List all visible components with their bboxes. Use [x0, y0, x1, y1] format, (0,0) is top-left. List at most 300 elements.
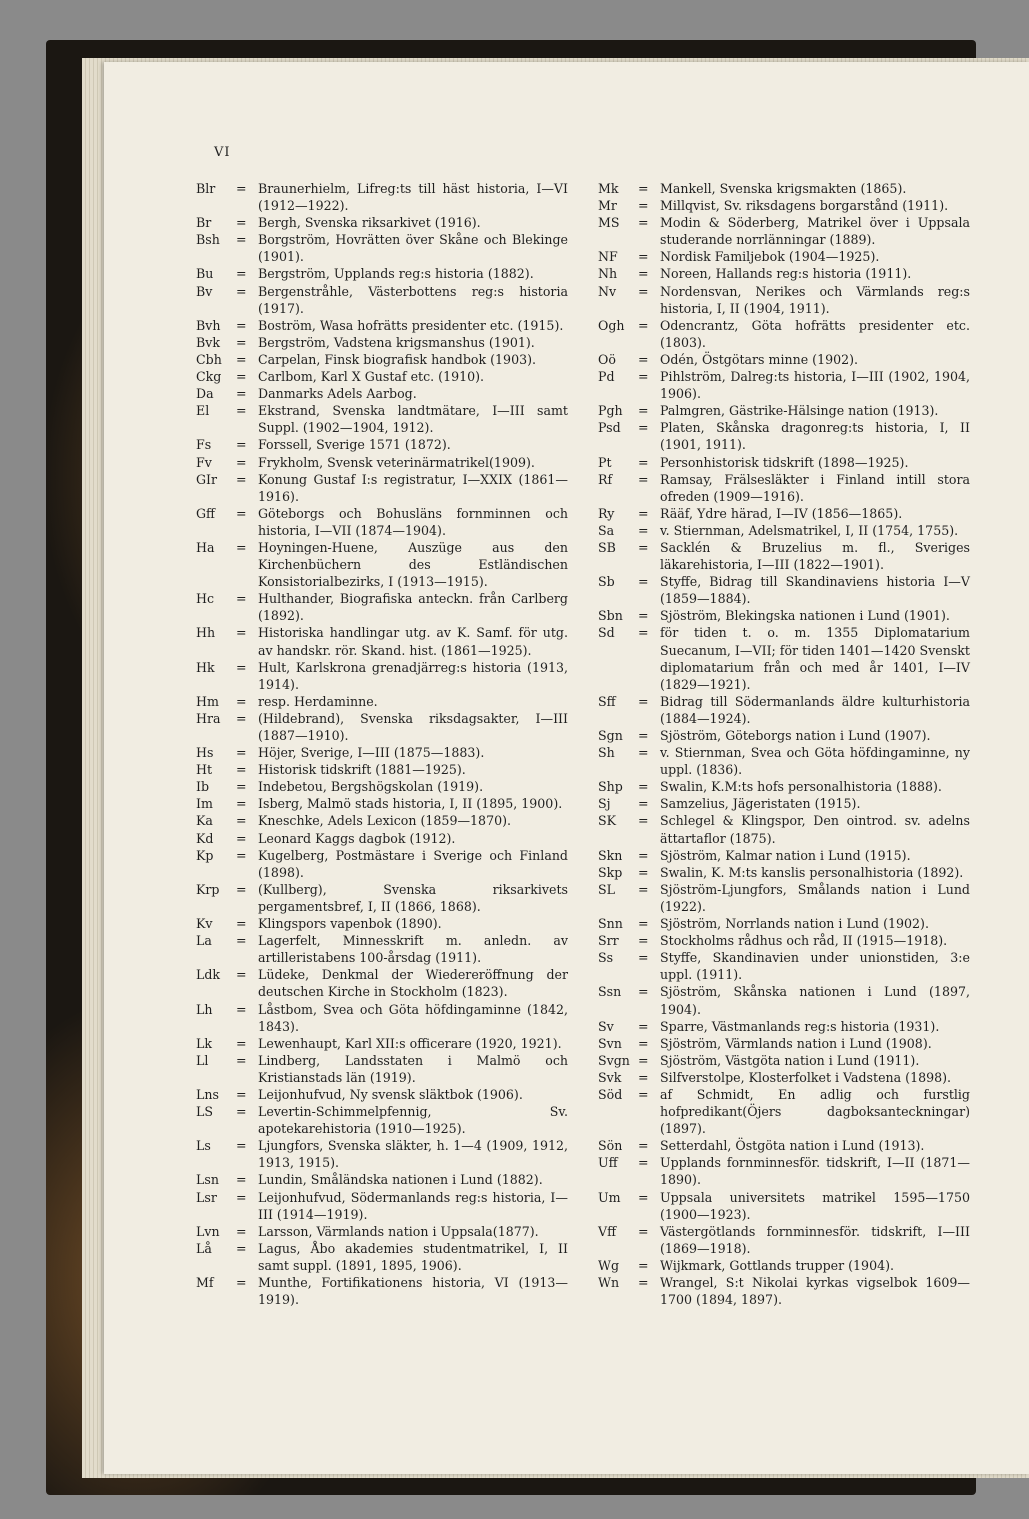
entry-reference: Bergenstråhle, Västerbottens reg:s historia (1917).	[258, 283, 568, 316]
entry-reference: Lagerfelt, Minnesskrift m. anledn. av artilleristabens 100-årsdag (1911).	[258, 933, 568, 966]
abbreviation-entry	[598, 778, 970, 795]
abbreviation-entry	[196, 659, 568, 693]
entry-reference: Isberg, Malmö stads historia, I, II (1895, 1900).	[258, 796, 563, 812]
entry-abbreviation: Ht	[196, 762, 213, 778]
entry-abbreviation: Sd	[598, 625, 615, 641]
entry-abbreviation: Kd	[196, 830, 214, 846]
entry-abbreviation: Svk	[598, 1069, 622, 1085]
equals-sign: =	[236, 386, 247, 402]
entry-reference: Carpelan, Finsk biografisk handbok (1903).	[258, 351, 537, 367]
entry-reference: Borgström, Hovrätten över Skåne och Blekinge (1901).	[258, 232, 568, 265]
equals-sign: =	[236, 1275, 247, 1290]
equals-sign: =	[236, 334, 247, 350]
abbreviation-entry	[196, 744, 568, 761]
abbreviation-entry	[598, 727, 970, 744]
entry-abbreviation: Wn	[598, 1275, 620, 1290]
entry-abbreviation: SK	[598, 813, 617, 829]
equals-sign: =	[638, 625, 649, 641]
equals-sign: =	[638, 420, 649, 436]
entry-reference: Rääf, Ydre härad, I—IV (1856—1865).	[660, 505, 903, 521]
entry-reference: (Kullberg), Svenska riksarkivets pergamentsbref, I, II (1866, 1868).	[258, 881, 568, 914]
equals-sign: =	[638, 864, 649, 880]
entry-abbreviation: Sa	[598, 522, 615, 538]
abbreviation-entry	[196, 214, 568, 231]
abbreviation-entry	[196, 693, 568, 710]
abbreviation-entry	[598, 265, 970, 282]
abbreviation-list-right	[598, 180, 970, 1308]
abbreviation-entry	[196, 1052, 568, 1086]
entry-reference: Indebetou, Bergshögskolan (1919).	[258, 779, 484, 795]
equals-sign: =	[638, 198, 649, 214]
equals-sign: =	[638, 933, 649, 949]
entry-abbreviation: Sj	[598, 796, 611, 812]
entry-abbreviation: Bv	[196, 283, 213, 299]
entry-abbreviation: Lk	[196, 1035, 212, 1051]
equals-sign: =	[236, 881, 247, 897]
equals-sign: =	[236, 351, 247, 367]
entry-abbreviation: Hc	[196, 591, 215, 607]
abbreviation-entry	[598, 607, 970, 624]
entry-reference: Bidrag till Södermanlands äldre kulturhistoria (1884—1924).	[660, 693, 970, 726]
entry-reference: Hult, Karlskrona grenadjärreg:s historia (1913, 1914).	[258, 659, 568, 692]
entry-abbreviation: Pgh	[598, 403, 623, 419]
entry-reference: Lindberg, Landsstaten i Malmö och Kristianstads län (1919).	[258, 1052, 568, 1085]
equals-sign: =	[638, 796, 649, 812]
abbreviation-entry	[598, 573, 970, 607]
entry-abbreviation: Hs	[196, 745, 214, 761]
entry-reference: Swalin, K. M:ts kanslis personalhistoria (1892).	[660, 864, 964, 880]
entry-abbreviation: Sgn	[598, 728, 623, 743]
abbreviation-entry	[196, 265, 568, 282]
abbreviation-entry	[196, 932, 568, 966]
abbreviation-entry	[598, 214, 970, 248]
entry-abbreviation: Bvh	[196, 317, 221, 333]
abbreviation-entry	[598, 1052, 970, 1069]
entry-abbreviation: Snn	[598, 916, 623, 932]
abbreviation-entry	[598, 283, 970, 317]
abbreviation-entry	[196, 761, 568, 778]
equals-sign: =	[638, 1223, 649, 1239]
equals-sign: =	[638, 574, 649, 590]
entry-abbreviation: GIr	[196, 471, 218, 487]
abbreviation-entry	[598, 812, 970, 846]
entry-abbreviation: Mk	[598, 181, 619, 196]
entry-abbreviation: Ry	[598, 505, 615, 521]
entry-reference: Samzelius, Jägeristaten (1915).	[660, 796, 861, 812]
entry-abbreviation: NF	[598, 249, 618, 265]
entry-abbreviation: MS	[598, 215, 620, 231]
entry-abbreviation: Svgn	[598, 1052, 630, 1068]
entry-reference: Bergh, Svenska riksarkivet (1916).	[258, 215, 481, 231]
entry-reference: Sjöström, Värmlands nation i Lund (1908).	[660, 1035, 932, 1051]
entry-abbreviation: Hk	[196, 659, 215, 675]
entry-reference: Kneschke, Adels Lexicon (1859—1870).	[258, 813, 512, 829]
equals-sign: =	[236, 1086, 247, 1102]
equals-sign: =	[236, 916, 247, 932]
entry-abbreviation: Shp	[598, 779, 623, 795]
equals-sign: =	[236, 933, 247, 949]
entry-abbreviation: Ha	[196, 539, 215, 555]
abbreviation-entry	[196, 915, 568, 932]
entry-reference: Styffe, Bidrag till Skandinaviens historia I—V (1859—1884).	[660, 574, 970, 607]
abbreviation-entry	[196, 1189, 568, 1223]
entry-reference: Ramsay, Frälsesläkter i Finland intill stora ofreden (1909—1916).	[660, 471, 970, 504]
abbreviation-entry	[598, 1035, 970, 1052]
abbreviation-entry	[196, 847, 568, 881]
entry-abbreviation: Uff	[598, 1155, 618, 1171]
equals-sign: =	[638, 1086, 649, 1102]
abbreviation-entry	[196, 283, 568, 317]
equals-sign: =	[236, 437, 247, 453]
abbreviation-entry	[196, 624, 568, 658]
entry-abbreviation: Pd	[598, 369, 615, 385]
equals-sign: =	[638, 505, 649, 521]
equals-sign: =	[638, 283, 649, 299]
entry-abbreviation: Mr	[598, 198, 617, 214]
equals-sign: =	[236, 625, 247, 641]
entry-reference: Låstbom, Svea och Göta höfdingaminne (1842, 1843).	[258, 1001, 568, 1034]
abbreviation-entry	[598, 180, 970, 197]
abbreviation-entry	[196, 368, 568, 385]
entry-reference: Västergötlands fornminnesför. tidskrift, I—III (1869—1918).	[660, 1223, 970, 1256]
abbreviation-entry	[196, 1240, 568, 1274]
abbreviation-entry	[598, 1154, 970, 1188]
equals-sign: =	[638, 881, 649, 897]
entry-reference: Sjöström, Kalmar nation i Lund (1915).	[660, 847, 911, 863]
entry-reference: Palmgren, Gästrike-Hälsinge nation (1913).	[660, 403, 939, 419]
entry-reference: resp. Herdaminne.	[258, 693, 378, 709]
entry-abbreviation: Lsr	[196, 1189, 217, 1205]
entry-abbreviation: Mf	[196, 1275, 214, 1290]
entry-abbreviation: Ls	[196, 1138, 211, 1154]
page-number: VI	[214, 145, 231, 160]
abbreviation-entry	[598, 197, 970, 214]
equals-sign: =	[638, 471, 649, 487]
entry-reference: Odencrantz, Göta hofrätts presidenter etc. (1803).	[660, 317, 970, 350]
entry-abbreviation: Sh	[598, 745, 615, 761]
abbreviation-entry	[598, 915, 970, 932]
equals-sign: =	[236, 454, 247, 470]
equals-sign: =	[236, 745, 247, 761]
equals-sign: =	[638, 608, 649, 624]
entry-abbreviation: Cbh	[196, 351, 222, 367]
entry-abbreviation: Lh	[196, 1001, 213, 1017]
entry-abbreviation: Im	[196, 796, 213, 812]
abbreviation-entry	[196, 317, 568, 334]
abbreviation-entry	[598, 881, 970, 915]
entry-abbreviation: Nv	[598, 283, 617, 299]
entry-reference: Sjöström, Skånska nationen i Lund (1897, 1904).	[660, 984, 970, 1017]
equals-sign: =	[236, 796, 247, 812]
equals-sign: =	[236, 591, 247, 607]
abbreviation-entry	[196, 1137, 568, 1171]
equals-sign: =	[236, 1104, 247, 1120]
entry-reference: Modin & Söderberg, Matrikel över i Uppsala studerande norrlänningar (1889).	[660, 215, 970, 248]
entry-abbreviation: Da	[196, 386, 214, 402]
entry-reference: Lundin, Småländska nationen i Lund (1882).	[258, 1172, 543, 1188]
abbreviation-entry	[196, 180, 568, 214]
entry-reference: Sjöström-Ljungfors, Smålands nation i Lund (1922).	[660, 881, 970, 914]
entry-reference: Sparre, Västmanlands reg:s historia (1931).	[660, 1018, 940, 1034]
equals-sign: =	[638, 847, 649, 863]
abbreviation-entry	[196, 795, 568, 812]
entry-reference: v. Stiernman, Adelsmatrikel, I, II (1754, 1755).	[660, 522, 959, 538]
equals-sign: =	[638, 403, 649, 419]
abbreviation-entry	[598, 317, 970, 351]
equals-sign: =	[236, 1035, 247, 1051]
equals-sign: =	[236, 181, 247, 196]
equals-sign: =	[236, 1172, 247, 1188]
entry-abbreviation: Vff	[598, 1223, 617, 1239]
entry-reference: Mankell, Svenska krigsmakten (1865).	[660, 181, 907, 196]
equals-sign: =	[236, 1001, 247, 1017]
entry-reference: Hulthander, Biografiska anteckn. från Carlberg (1892).	[258, 591, 568, 624]
abbreviation-entry	[598, 847, 970, 864]
entry-reference: Sjöström, Göteborgs nation i Lund (1907).	[660, 728, 931, 743]
equals-sign: =	[638, 522, 649, 538]
equals-sign: =	[236, 403, 247, 419]
entry-abbreviation: Ssn	[598, 984, 622, 1000]
abbreviation-entry	[598, 454, 970, 471]
entry-reference: Upplands fornminnesför. tidskrift, I—II (1871—1890).	[660, 1155, 970, 1188]
equals-sign: =	[236, 710, 247, 726]
equals-sign: =	[638, 779, 649, 795]
entry-reference: Pihlström, Dalreg:ts historia, I—III (1902, 1904, 1906).	[660, 369, 970, 402]
abbreviation-entry	[196, 1103, 568, 1137]
entry-abbreviation: Lvn	[196, 1223, 220, 1239]
equals-sign: =	[638, 1018, 649, 1034]
entry-abbreviation: Hh	[196, 625, 216, 641]
abbreviation-entry	[598, 419, 970, 453]
abbreviation-entry	[598, 693, 970, 727]
equals-sign: =	[236, 847, 247, 863]
abbreviation-entry	[598, 1137, 970, 1154]
abbreviation-list-left	[196, 180, 568, 1308]
abbreviation-entry	[598, 1274, 970, 1308]
abbreviation-entry	[598, 983, 970, 1017]
equals-sign: =	[638, 181, 649, 196]
entry-abbreviation: Ckg	[196, 369, 222, 385]
abbreviation-entry	[598, 1018, 970, 1035]
abbreviation-entry	[598, 949, 970, 983]
abbreviation-entry	[196, 1171, 568, 1188]
equals-sign: =	[638, 693, 649, 709]
entry-abbreviation: Um	[598, 1189, 621, 1205]
abbreviation-entry	[196, 505, 568, 539]
equals-sign: =	[236, 505, 247, 521]
equals-sign: =	[236, 266, 247, 282]
entry-reference: Munthe, Fortifikationens historia, VI (1913—1919).	[258, 1275, 568, 1308]
equals-sign: =	[236, 215, 247, 231]
entry-reference: Ekstrand, Svenska landtmätare, I—III samt Suppl. (1902—1904, 1912).	[258, 403, 568, 436]
equals-sign: =	[236, 1223, 247, 1239]
entry-reference: Wijkmark, Gottlands trupper (1904).	[660, 1257, 895, 1273]
equals-sign: =	[236, 1052, 247, 1068]
entry-reference: Odén, Östgötars minne (1902).	[660, 351, 859, 367]
entry-reference: af Schmidt, En adlig och furstlig hofpredikant(Öjers dagboksanteckningar) (1897).	[660, 1086, 970, 1137]
entry-abbreviation: Söd	[598, 1086, 623, 1102]
abbreviation-entry	[196, 334, 568, 351]
entry-reference: Silfverstolpe, Klosterfolket i Vadstena (1898).	[660, 1069, 952, 1085]
entry-reference: Larsson, Värmlands nation i Uppsala(1877).	[258, 1223, 539, 1239]
entry-reference: Frykholm, Svensk veterinärmatrikel(1909).	[258, 454, 535, 470]
entry-reference: Hoyningen-Huene, Auszüge aus den Kirchenbüchern des Estländischen Konsistorialbezirks, I (1913—1915).	[258, 539, 568, 590]
abbreviation-entry	[598, 1223, 970, 1257]
equals-sign: =	[236, 1138, 247, 1154]
equals-sign: =	[236, 1189, 247, 1205]
abbreviation-entry	[196, 539, 568, 590]
equals-sign: =	[638, 1189, 649, 1205]
entry-reference: Göteborgs och Bohusläns fornminnen och historia, I—VII (1874—1904).	[258, 505, 568, 538]
abbreviation-entry	[598, 522, 970, 539]
abbreviation-entry	[598, 864, 970, 881]
abbreviation-entry	[196, 454, 568, 471]
entry-reference: Schlegel & Klingspor, Den ointrod. sv. adelns ättartaflor (1875).	[660, 813, 970, 846]
entry-abbreviation: Fv	[196, 454, 212, 470]
abbreviation-entry	[196, 471, 568, 505]
entry-reference: Ljungfors, Svenska släkter, h. 1—4 (1909, 1912, 1913, 1915).	[258, 1138, 568, 1171]
equals-sign: =	[638, 745, 649, 761]
entry-reference: Boström, Wasa hofrätts presidenter etc. (1915).	[258, 317, 564, 333]
abbreviation-entry	[598, 1257, 970, 1274]
equals-sign: =	[236, 369, 247, 385]
entry-reference: Leonard Kaggs dagbok (1912).	[258, 830, 456, 846]
entry-abbreviation: Gff	[196, 505, 216, 521]
entry-abbreviation: Oö	[598, 351, 616, 367]
equals-sign: =	[236, 830, 247, 846]
abbreviation-entry	[196, 812, 568, 829]
equals-sign: =	[638, 1052, 649, 1068]
entry-reference: Stockholms rådhus och råd, II (1915—1918).	[660, 933, 948, 949]
entry-reference: Historiska handlingar utg. av K. Samf. för utg. av handskr. rör. Skand. hist. (1861—1925).	[258, 625, 568, 658]
entry-abbreviation: SL	[598, 881, 615, 897]
entry-abbreviation: Sv	[598, 1018, 614, 1034]
entry-reference: Personhistorisk tidskrift (1898—1925).	[660, 454, 909, 470]
equals-sign: =	[638, 454, 649, 470]
entry-abbreviation: Svn	[598, 1035, 622, 1051]
entry-abbreviation: Psd	[598, 420, 621, 436]
abbreviation-entry	[196, 778, 568, 795]
equals-sign: =	[638, 813, 649, 829]
entry-reference: Uppsala universitets matrikel 1595—1750 (1900—1923).	[660, 1189, 970, 1222]
entry-abbreviation: El	[196, 403, 210, 419]
abbreviation-entry	[196, 385, 568, 402]
entry-reference: v. Stiernman, Svea och Göta höfdingaminne, ny uppl. (1836).	[660, 745, 970, 778]
abbreviation-entry	[196, 351, 568, 368]
entry-abbreviation: Bu	[196, 266, 214, 282]
abbreviation-entry	[598, 471, 970, 505]
entry-reference: Nordisk Familjebok (1904—1925).	[660, 249, 880, 265]
abbreviation-entry	[196, 402, 568, 436]
entry-abbreviation: Ldk	[196, 967, 221, 983]
abbreviation-entry	[598, 248, 970, 265]
equals-sign: =	[638, 215, 649, 231]
entry-reference: Klingspors vapenbok (1890).	[258, 916, 442, 932]
abbreviation-entry	[598, 368, 970, 402]
entry-reference: Sjöström, Norrlands nation i Lund (1902).	[660, 916, 929, 932]
equals-sign: =	[236, 1240, 247, 1256]
entry-abbreviation: LS	[196, 1104, 213, 1120]
abbreviation-entry	[598, 539, 970, 573]
entry-reference: Lüdeke, Denkmal der Wiedereröffnung der deutschen Kirche in Stockholm (1823).	[258, 967, 568, 1000]
equals-sign: =	[236, 693, 247, 709]
equals-sign: =	[236, 232, 247, 248]
entry-reference: Lagus, Åbo akademies studentmatrikel, I, II samt suppl. (1891, 1895, 1906).	[258, 1240, 568, 1273]
abbreviation-entry	[598, 932, 970, 949]
equals-sign: =	[236, 762, 247, 778]
equals-sign: =	[638, 317, 649, 333]
entry-reference: Bergström, Vadstena krigsmanshus (1901).	[258, 334, 535, 350]
abbreviation-entry	[196, 830, 568, 847]
equals-sign: =	[638, 539, 649, 555]
entry-abbreviation: Ogh	[598, 317, 625, 333]
equals-sign: =	[638, 1069, 649, 1085]
entry-reference: Noreen, Hallands reg:s historia (1911).	[660, 266, 912, 282]
entry-abbreviation: Wg	[598, 1257, 620, 1273]
entry-reference: Styffe, Skandinavien under unionstiden, 3:e uppl. (1911).	[660, 950, 970, 983]
abbreviation-entry	[196, 1274, 568, 1308]
equals-sign: =	[638, 916, 649, 932]
entry-reference: Bergström, Upplands reg:s historia (1882).	[258, 266, 534, 282]
equals-sign: =	[638, 1138, 649, 1154]
entry-reference: Platen, Skånska dragonreg:ts historia, I, II (1901, 1911).	[660, 420, 970, 453]
entry-abbreviation: Pt	[598, 454, 612, 470]
entry-abbreviation: SB	[598, 539, 616, 555]
entry-abbreviation: Skn	[598, 847, 623, 863]
entry-abbreviation: Kv	[196, 916, 213, 932]
equals-sign: =	[638, 266, 649, 282]
abbreviation-entry	[196, 231, 568, 265]
entry-reference: Forssell, Sverige 1571 (1872).	[258, 437, 451, 453]
entry-reference: Konung Gustaf I:s registratur, I—XXIX (1861—1916).	[258, 471, 568, 504]
equals-sign: =	[638, 249, 649, 265]
entry-abbreviation: Sbn	[598, 608, 623, 624]
entry-abbreviation: Fs	[196, 437, 212, 453]
equals-sign: =	[638, 1257, 649, 1273]
abbreviation-entry	[598, 505, 970, 522]
abbreviation-entry	[196, 590, 568, 624]
entry-abbreviation: Bvk	[196, 334, 221, 350]
abbreviation-entry	[598, 795, 970, 812]
abbreviation-entry	[598, 744, 970, 778]
entry-abbreviation: Bsh	[196, 232, 220, 248]
equals-sign: =	[236, 539, 247, 555]
entry-abbreviation: Kp	[196, 847, 214, 863]
equals-sign: =	[236, 659, 247, 675]
equals-sign: =	[236, 813, 247, 829]
entry-reference: Wrangel, S:t Nikolai kyrkas vigselbok 1609—1700 (1894, 1897).	[660, 1275, 970, 1308]
abbreviation-entry	[196, 710, 568, 744]
entry-abbreviation: Rf	[598, 471, 613, 487]
equals-sign: =	[638, 950, 649, 966]
entry-reference: (Hildebrand), Svenska riksdagsakter, I—III (1887—1910).	[258, 710, 568, 743]
abbreviation-entry	[196, 436, 568, 453]
entry-reference: Kugelberg, Postmästare i Sverige och Finland (1898).	[258, 847, 568, 880]
abbreviation-entry	[196, 966, 568, 1000]
entry-abbreviation: Sön	[598, 1138, 623, 1154]
entry-abbreviation: Krp	[196, 881, 220, 897]
entry-reference: Millqvist, Sv. riksdagens borgarstånd (1911).	[660, 198, 949, 214]
abbreviation-entry	[196, 881, 568, 915]
entry-abbreviation: Lns	[196, 1086, 219, 1102]
entry-reference: Danmarks Adels Aarbog.	[258, 386, 417, 402]
entry-abbreviation: Sb	[598, 574, 615, 590]
entry-reference: Leijonhufvud, Ny svensk släktbok (1906).	[258, 1086, 523, 1102]
equals-sign: =	[638, 369, 649, 385]
abbreviation-entry	[598, 1189, 970, 1223]
entry-abbreviation: Lsn	[196, 1172, 219, 1188]
entry-abbreviation: Ib	[196, 779, 210, 795]
